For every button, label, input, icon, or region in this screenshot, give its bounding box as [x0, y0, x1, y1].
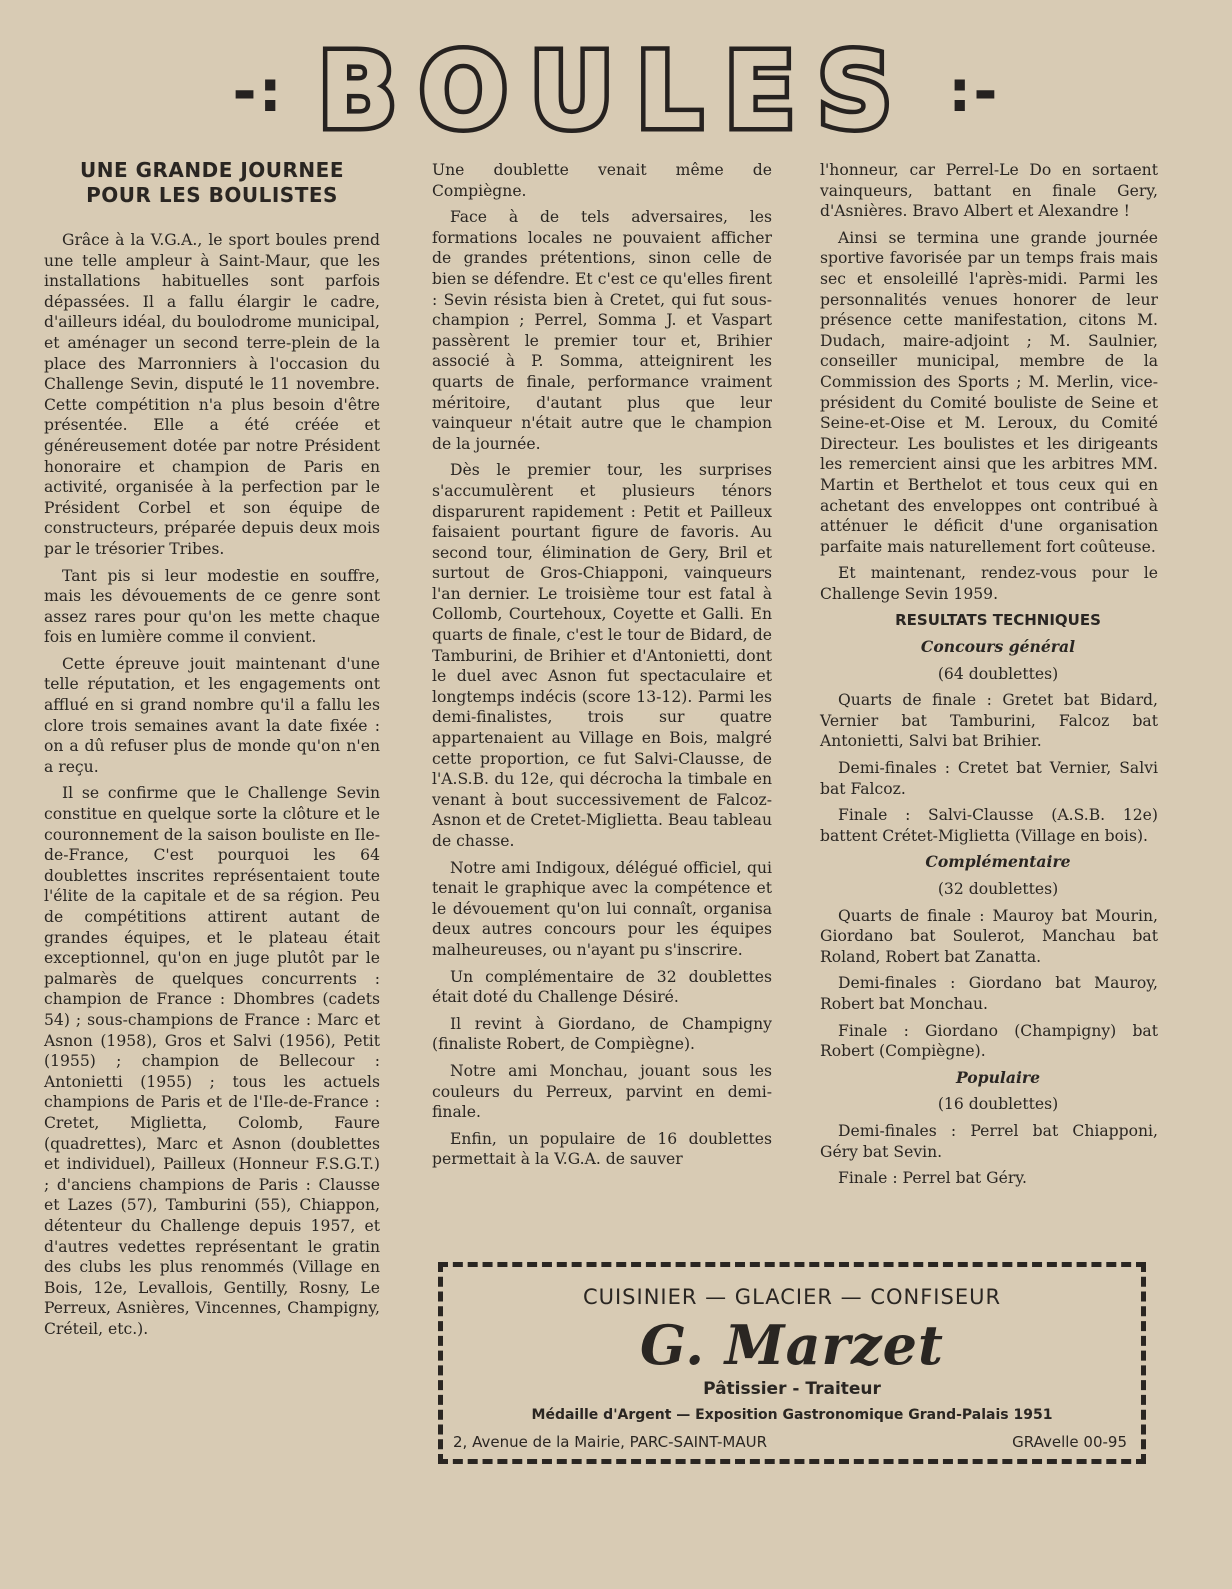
results-block — [820, 610, 1158, 1188]
results-section-title: Concours général — [920, 637, 1076, 657]
paragraph: Il se confirme que le Challenge Sevin constitue en quelque sorte la clôture et le couronnement de la saison bouliste en Ile-de-France, C'est pourquoi les 64 doublettes inscrites représentaient toute l'élite de la capitale et de sa région. Peu de compétitions attirent autant de grandes équipes, et le plateau était exceptionnel, qu'on en juge plutôt par le palmarès de quelques concurrents : champion de France : Dhombres (cadets 54) ; sous-champions de France : Marc et Asnon (1958), Gros et Salvi (1956), Petit (1955) ; champion de Bellecour : Antonietti (1955) ; tous les actuels champions de Paris et de l'Ile-de-France : Cretet, Miglietta, Colomb, Faure (quadrettes), Marc et Asnon (doublettes et individuel), Pailleux (Honneur F.S.G.T.) ; d'anciens champions de Paris : Clausse et Lazes (57), Tamburini (55), Chiappon, détenteur du Challenge depuis 1957, et d'autres vedettes représentant le gratin des clubs les plus renommés (Village en Bois, 12e, Levallois, Gentilly, Rosny, Le Perreux, Asnières, Vincennes, Champigny, Créteil, etc.). — [44, 784, 380, 1338]
results-line: Quarts de finale : Gretet bat Bidard, Vernier bat Tamburini, Falcoz bat Antonietti, Salvi bat Brihier. — [820, 691, 1158, 751]
masthead-deco-right: :- — [948, 57, 1000, 125]
paragraph: Grâce à la V.G.A., le sport boules prend une telle ampleur à Saint-Maur, que les installations habituelles sont parfois dépassées. Il a fallu élargir le cadre, d'ailleurs idéal, du boulodrome municipal, et aménager un second terre-plein de la place des Marronniers à l'occasion du Challenge Sevin, disputé le 11 novembre. Cette compétition n'a plus besoin d'être présentée. Elle a été créée et généreusement dotée par notre Président honoraire et champion de Paris en activité, organisée à la perfection par le Président Corbel et son équipe de constructeurs, préparée depuis deux mois par le trésorier Tribes. — [44, 231, 380, 558]
masthead-title: BOULES — [317, 30, 915, 152]
results-line: Finale : Giordano (Champigny) bat Robert (Compiègne). — [820, 1021, 1158, 1061]
results-line: Demi-finales : Cretet bat Vernier, Salvi bat Falcoz. — [820, 759, 1158, 798]
results-section-title: Populaire — [955, 1067, 1041, 1087]
paragraph: Un complémentaire de 32 doublettes était doté du Challenge Désiré. — [432, 967, 772, 1007]
paragraph: Et maintenant, rendez-vous pour le Challenge Sevin 1959. — [820, 564, 1158, 603]
results-line: Demi-finales : Giordano bat Mauroy, Robert bat Monchau. — [820, 974, 1158, 1013]
ad-business-name: G. Marzet — [640, 1313, 944, 1377]
results-line: Finale : Salvi-Clausse (A.S.B. 12e) battent Crétet-Miglietta (Village en bois). — [820, 806, 1158, 845]
results-line: Demi-finales : Perrel bat Chiapponi, Géry bat Sevin. — [820, 1121, 1158, 1161]
masthead — [0, 30, 1232, 152]
results-line: Quarts de finale : Mauroy bat Mourin, Giordano bat Soulerot, Manchau bat Roland, Robert bat Zanatta. — [820, 906, 1158, 966]
paragraph: Ainsi se termina une grande journée sportive favorisée par un temps frais mais sec et ensoleillé l'après-midi. Parmi les personnalités venues honorer de leur présence cette manifestation, citons M. Dudach, maire-adjoint ; M. Saulnier, conseiller municipal, membre de la Commission des Sports ; M. Merlin, vice-président du Comité bouliste de Seine et Seine-et-Oise et M. Leroux, du Comité Directeur. Les boulistes et les dirigeants les remercient ainsi que les arbitres MM. Martin et Berthelot et tous ceux qui en achetant des enveloppes ont contribué à atténuer le déficit d'une organisation parfaite mais naturellement fort coûteuse. — [820, 228, 1158, 556]
results-section-count: (64 doublettes) — [937, 664, 1059, 683]
paragraph: Face à de tels adversaires, les formations locales ne pouvaient afficher de grandes prétentions, sinon celle de bien se défendre. Et c'est ce qu'elles firent : Sevin résista bien à Cretet, qui fut sous-champion ; Perrel, Somma J. et Vaspart passèrent le premier tour et, Brihier associé à P. Somma, atteignirent les quarts de finale, performance vraiment méritoire, d'autant plus que leur vainqueur n'était autre que le champion de la journée. — [432, 208, 772, 453]
article-column-3 — [820, 160, 1158, 1195]
masthead-deco-left: -: — [232, 57, 284, 125]
results-section-title: Complémentaire — [925, 852, 1071, 872]
ad-subtitle: Pâtissier - Traiteur — [703, 1379, 881, 1399]
paragraph: Une doublette venait même de Compiègne. — [432, 161, 772, 200]
paragraph: Tant pis si leur modestie en souffre, mais les dévouements de ce genre sont assez rares pour qu'on les mette chaque fois en lumière comme il convient. — [44, 566, 380, 647]
headline-line-2: POUR LES BOULISTES — [86, 183, 338, 207]
results-title: RESULTATS TECHNIQUES — [895, 611, 1101, 630]
headline-line-1: UNE GRANDE JOURNEE — [79, 158, 344, 182]
results-line: Finale : Perrel bat Géry. — [838, 1169, 1027, 1188]
paragraph: l'honneur, car Perrel-Le Do en sortaent vainqueurs, battant en finale Gery, d'Asnières. Bravo Albert et Alexandre ! — [820, 161, 1158, 221]
ad-phone: GRAvelle 00-95 — [1012, 1433, 1127, 1451]
ad-address: 2, Avenue de la Mairie, PARC-SAINT-MAUR — [453, 1433, 768, 1451]
advertisement-box — [438, 1262, 1146, 1464]
results-section-count: (32 doublettes) — [937, 880, 1059, 898]
paragraph: Dès le premier tour, les surprises s'accumulèrent et plusieurs ténors disparurent rapidement : Petit et Pailleux faisaient pourtant figure de favoris. Au second tour, élimination de Gery, Bril et surtout de Gros-Chiapponi, vainqueurs l'an dernier. Le troisième tour est fatal à Collomb, Courtehoux, Coyette et Galli. En quarts de finale, c'est le tour de Bidard, de Tamburini, de Brihier et d'Antonietti, dont le duel avec Asnon fut spectaculaire et longtemps indécis (score 13-12). Parmi les demi-finalistes, trois sur quatre appartenaient au Village en Bois, malgré cette proportion, ce fut Salvi-Clausse, de l'A.S.B. du 12e, qui décrocha la timbale en venant à bout successivement de Falcoz-Asnon et de Cretet-Miglietta. Beau tableau de chasse. — [432, 461, 772, 850]
article-headline — [44, 158, 380, 208]
paragraph: Cette épreuve jouit maintenant d'une telle réputation, et les engagements ont afflué en si grand nombre qu'il a fallu les clore trois semaines avant la date fixée : on a dû refuser plus de monde qu'on n'en a reçu. — [44, 654, 380, 776]
paragraph: Notre ami Monchau, jouant sous les couleurs du Perreux, parvint en demi-finale. — [432, 1061, 772, 1122]
ad-trades: CUISINIER — GLACIER — CONFISEUR — [582, 1285, 1002, 1309]
paragraph: Notre ami Indigoux, délégué officiel, qui tenait le graphique avec la compétence et le dévouement qu'on lui connaît, organisa deux autres concours pour les équipes malheureuses, ou n'ayant pu s'inscrire. — [432, 858, 772, 959]
results-section-count: (16 doublettes) — [937, 1095, 1059, 1114]
paragraph: Enfin, un populaire de 16 doublettes permettait à la V.G.A. de sauver — [432, 1129, 772, 1169]
ad-medal: Médaille d'Argent — Exposition Gastronomique Grand-Palais 1951 — [531, 1407, 1053, 1423]
paragraph: Il revint à Giordano, de Champigny (finaliste Robert, de Compiègne). — [432, 1014, 772, 1054]
article-column-1 — [44, 158, 380, 1345]
article-column-2 — [432, 160, 772, 1176]
